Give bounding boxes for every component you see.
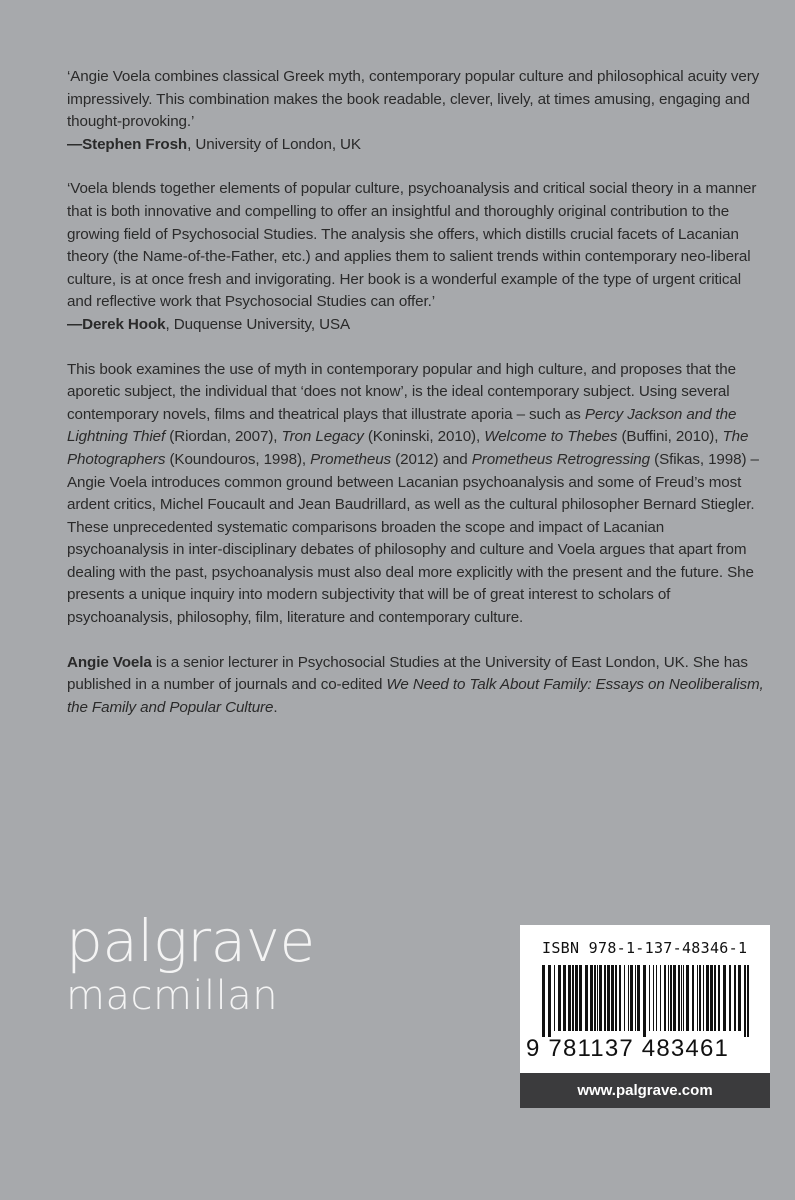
barcode-bar [692,965,694,1031]
barcode-bar [747,965,749,1037]
text-run: . [273,698,278,716]
barcode-bar [604,965,606,1031]
text-run: (Sfikas, 1998) – Angie Voela introduces common ground between Lacanian psychoanalysis and some of Freud’s most ardent critics, Michel Foucault and Jean Baudrillard, as well as the cultural philosopher Bernard Stiegler. These unprecedented systematic comparisons broaden the scope and impact of Lacanian psychoanalysis in inter-disciplinary debates of philosophy and culture and Voela argues that apart from dealing with the past, psychoanalysis must also deal more explicitly with the present and the future. She presents a unique inquiry into modern subjectivity that will be of great interest to scholars of psychoanalysis, philosophy, film, literature and contemporary culture. [67,450,759,627]
barcode-bar [637,965,640,1031]
barcode-bar [664,965,666,1031]
author-name: Angie Voela [67,653,152,671]
barcode-bar [656,965,657,1031]
barcode-bar [568,965,571,1031]
quote-text: ‘Voela blends together elements of popular culture, psychoanalysis and critical social theory in a manner that is both innovative and compelling to offer an insightful and thoroughly original contribution to the growing field of Psychosocial Studies. The analysis she offers, which distills crucial facets of Lacanian theory (the Name-of-the-Father, etc.) and applies them to salient trends within contemporary neo-liberal culture, is at once fresh and invigorating. Her book is a wonderful example of the type of urgent critical and reflective work that Psychosocial Studies can offer.’ [67,180,757,311]
quote-text: ‘Angie Voela combines classical Greek myth, contemporary popular culture and philosophical acuity very impressively. This combination makes the book readable, clever, lively, at times amusing, engaging and thought-provoking.’ [67,68,760,131]
barcode-bar [660,965,661,1031]
barcode-bar [686,965,689,1031]
barcode-bar [611,965,614,1031]
quote-affiliation: , Duquense University, USA [165,315,351,333]
barcode-bar [706,965,709,1031]
publisher-logo [66,907,315,1020]
barcode-bar [579,965,582,1031]
work-title: Welcome to Thebes [484,428,618,446]
barcode-bar [554,965,555,1031]
quote-author: Derek Hook [82,315,166,333]
barcode-bar [585,965,588,1031]
review-quote-frosh [67,66,767,156]
work-title: Percy Jackson and the Lightning Thief [67,405,737,446]
barcode-bar [575,965,578,1031]
logo-line-1: palgrave [66,907,315,975]
quote-affiliation: , University of London, UK [187,135,361,153]
text-run: (2012) and [391,450,472,468]
barcode-bar [738,965,741,1031]
text-run: (Koninski, 2010), [363,428,485,446]
quote-dash: — [67,135,83,153]
back-cover-text [67,66,767,741]
quote-author: Stephen Frosh [82,135,188,153]
barcode-bar [697,965,698,1031]
barcode-bar [542,965,545,1037]
barcode-bar [718,965,720,1031]
barcode-bar [643,965,646,1037]
barcode-bar [744,965,746,1037]
quote-dash: — [67,315,83,333]
barcode-bar [670,965,672,1031]
barcode-bar [653,965,654,1031]
barcode-bars [542,965,752,1037]
work-title: Prometheus [310,450,392,468]
barcode-digits: 9 781137 483461 [526,1035,730,1062]
barcode-bar [594,965,596,1031]
barcode-bar [624,965,625,1031]
publisher-website[interactable]: www.palgrave.com [520,1073,770,1108]
barcode-bar [563,965,566,1031]
barcode-bar [615,965,617,1031]
barcode-bar [678,965,680,1031]
barcode-bar [590,965,593,1031]
text-run: This book examines the use of myth in contemporary popular and high culture, and proposes that the aporetic subject, the individual that ‘does not know’, is the ideal contemporary subject. Using several contemporary novels, films and theatrical plays that illustrate aporia – such as [67,360,736,423]
review-quote-hook [67,178,767,336]
barcode-bar [635,965,636,1031]
barcode-bar [714,965,716,1031]
barcode-bar [630,965,633,1031]
isbn-label: ISBN 978-1-137-48346-1 [542,939,748,957]
barcode-bar [699,965,701,1031]
barcode-bar [649,965,650,1031]
barcode-bar [734,965,736,1031]
barcode-bar [723,965,726,1031]
book-description [67,359,767,630]
work-title: The Photographers [67,428,749,468]
barcode-bar [681,965,682,1031]
barcode-bar [673,965,676,1031]
barcode-bar [703,965,704,1031]
barcode-bar [668,965,669,1031]
barcode-bar [572,965,574,1031]
barcode-bar [729,965,731,1031]
quote-attribution [67,314,767,337]
work-title: Tron Legacy [281,428,364,446]
quote-attribution [67,134,767,157]
barcode-bar [597,965,598,1031]
barcode-bar [710,965,713,1031]
text-run: (Buffini, 2010), [617,428,723,446]
description-paragraph [67,359,767,630]
text-run: is a senior lecturer in Psychosocial Studies at the University of East London, UK. She has published in a number of journals and co-edited [67,653,748,694]
work-title: We Need to Talk About Family: Essays on Neoliberalism, the Family and Popular Culture [67,676,764,716]
barcode-bar [619,965,621,1031]
author-bio [67,652,767,720]
logo-line-2: macmillan [66,973,279,1019]
barcode-bar [599,965,602,1031]
barcode-bar [607,965,610,1031]
barcode-bar [548,965,551,1037]
barcode-bar [628,965,629,1031]
barcode-bar [683,965,684,1031]
barcode-bar [558,965,561,1031]
text-run: (Koundouros, 1998), [165,450,311,468]
work-title: Prometheus Retrogressing [471,450,650,468]
text-run: (Riordan, 2007), [165,428,282,446]
bio-paragraph [67,652,767,720]
